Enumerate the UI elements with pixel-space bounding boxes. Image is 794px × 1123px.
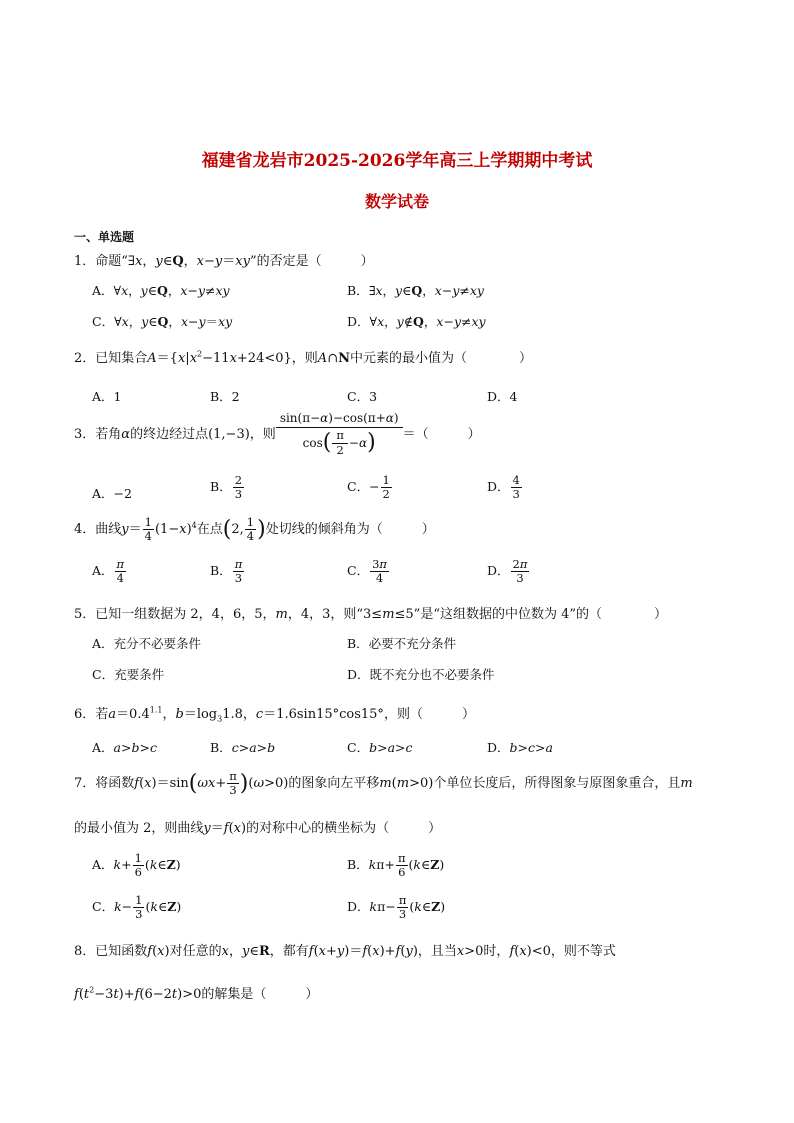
question-3-option-c: C．− $\frac{1}{2}$ (347, 473, 390, 502)
question-2-option-d: D．4 (487, 389, 518, 404)
question-7-option-d: D．kπ− $\frac{\pi}{3}$ (k∈Z) (347, 893, 446, 922)
question-4-option-c: C． $\frac{3\pi}{4}$ (347, 557, 387, 586)
page-subtitle: 数学试卷 (364, 192, 429, 211)
question-5-option-b: B．必要不充分条件 (347, 636, 457, 651)
question-6-option-a: A．a>b>c (92, 740, 157, 755)
question-1-option-a: A．∀x，y∈Q，x−y≠xy (92, 283, 230, 298)
question-7-option-a: A．k+ $\frac{1}{6}$ (k∈Z) (92, 851, 181, 880)
question-4-option-d: D． $\frac{2\pi}{3}$ (487, 557, 528, 586)
question-2-option-c: C．3 (347, 389, 378, 404)
question-1-option-d: D．∀x，y∉Q，x−y≠xy (347, 314, 486, 329)
question-6-option-c: C．b>a>c (347, 740, 413, 755)
question-3-option-a: A．−2 (92, 486, 132, 501)
question-7-stem-line-1: 7．将函数f(x)＝sin(ωx+ $\frac{\pi}{3}$ )(ω>0)的图象向左平移m(m>0)个单位长度后，所得图象与原图象重合，且m (74, 769, 693, 798)
question-8-stem-line-2: $f(t^2-3t)+f(6-2t)>0$的解集是（ ） (74, 985, 319, 1002)
question-7-option-b: B．kπ+ $\frac{\pi}{6}$ (k∈Z) (347, 851, 445, 880)
question-5-option-c: C．充要条件 (92, 667, 165, 682)
question-8-stem-line-1: 8．已知函数f(x)对任意的x，y∈R，都有f(x+y)＝f(x)+f(y)，且当x>0时，f(x)<0，则不等式 (74, 944, 616, 959)
question-2-option-b: B．2 (210, 389, 240, 404)
question-2-stem: 2．已知集合$A=\{x|x^2-11x+24<0\}$，则A∩N中元素的最小值为（ ） (74, 349, 532, 366)
section-heading: 一、单选题 (74, 230, 135, 244)
question-4-option-b: B． $\frac{\pi}{3}$ (210, 557, 243, 586)
question-1-option-b: B．∃x，y∈Q，x−y≠xy (347, 283, 484, 298)
question-5-stem: 5．已知一组数据为 2，4，6，5，m，4，3，则“3≤m≤5”是“这组数据的中位数为 4”的（ ） (74, 607, 668, 622)
q3-expression: sin(π−α)−cos(π+α) cos( $\frac{\pi}{2}$ −α) (276, 410, 403, 459)
question-6-option-d: D．b>c>a (487, 740, 553, 755)
question-3-option-d: D． $\frac{4}{3}$ (487, 473, 520, 502)
question-2-option-a: A．1 (92, 389, 122, 404)
question-6-stem: 6．若$a=0.4^{1.1}$，$b=\log_31.8$，c＝1.6sin15°cos15°，则（ ） (74, 705, 475, 724)
question-7-option-c: C．k− $\frac{1}{3}$ (k∈Z) (92, 893, 182, 922)
page-title: 福建省龙岩市2025-2026学年高三上学期期中考试 (201, 151, 593, 171)
question-4-stem: 4．曲线y＝ $\frac{1}{4}$ $(1-x)^4$在点(2, $\frac{1}{4}$ )处切线的倾斜角为（ ） (74, 515, 435, 544)
question-4-option-a: A． $\frac{\pi}{4}$ (92, 557, 125, 586)
question-1-option-c: C．∀x，y∈Q，x−y＝xy (92, 314, 233, 329)
question-3-stem: 3．若角α的终边经过点(1,−3)，则 sin(π−α)−cos(π+α) cos( $\frac{\pi}{2}$ −α) ＝（ ） (74, 411, 481, 457)
question-6-option-b: B．c>a>b (210, 740, 276, 755)
question-3-option-b: B． $\frac{2}{3}$ (210, 473, 243, 502)
question-7-stem-line-2: 的最小值为 2，则曲线y＝f(x)的对称中心的横坐标为（ ） (74, 821, 442, 836)
question-5-option-d: D．既不充分也不必要条件 (347, 667, 495, 682)
question-1-stem: 1．命题“∃x，y∈Q，x−y＝xy”的否定是（ ） (74, 254, 374, 269)
question-5-option-a: A．充分不必要条件 (92, 636, 202, 651)
